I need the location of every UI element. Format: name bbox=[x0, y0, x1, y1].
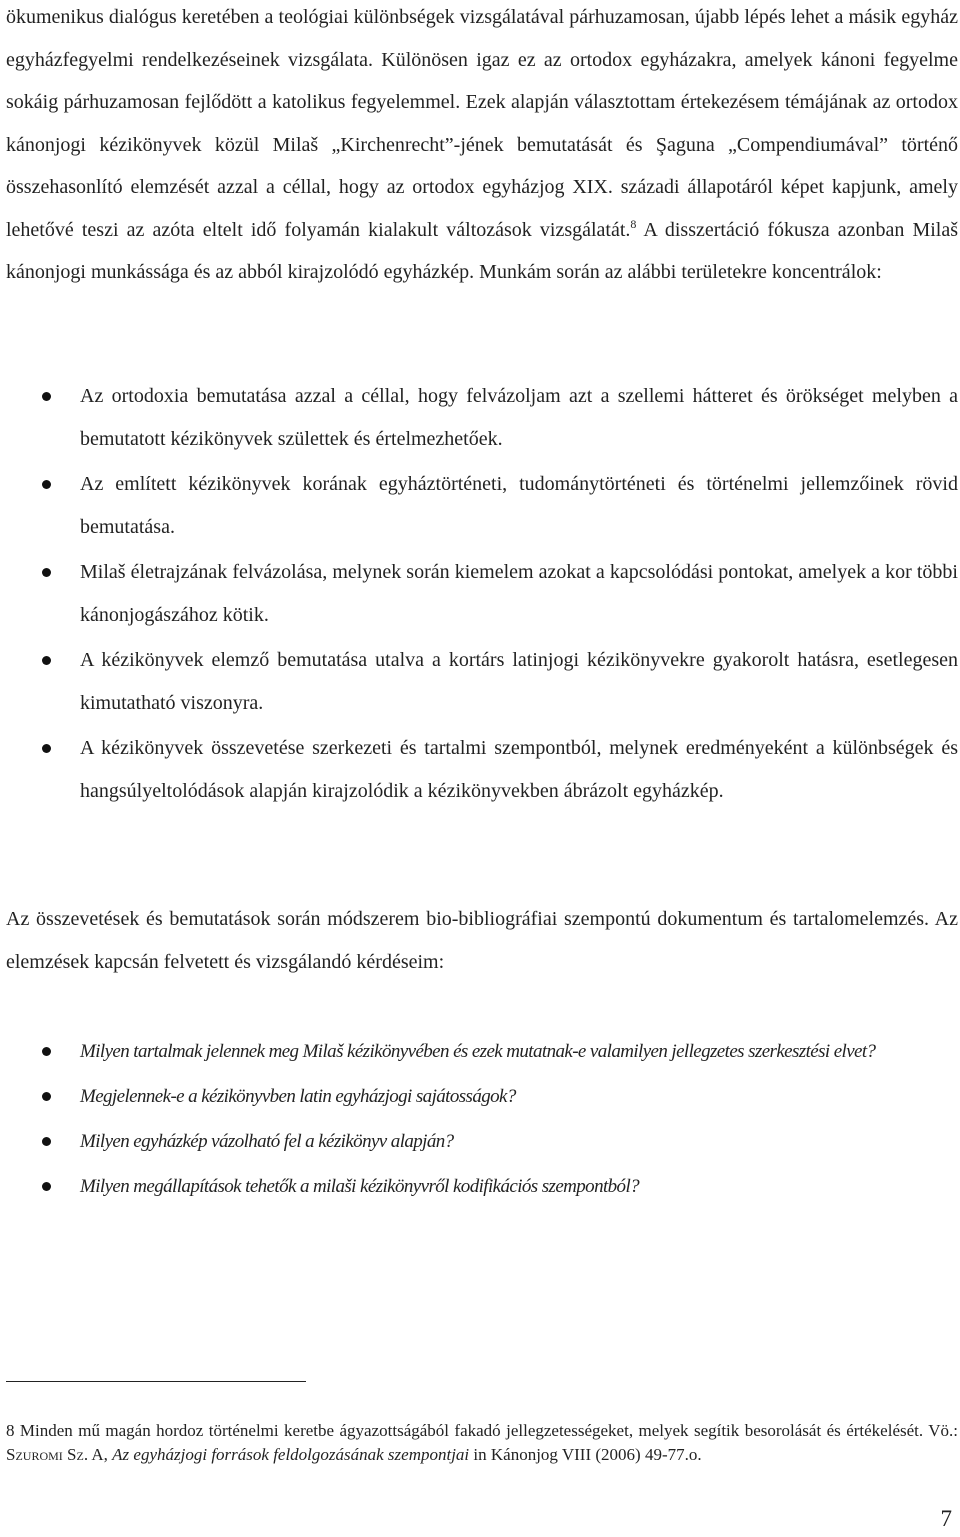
bullet-icon bbox=[42, 1182, 51, 1191]
intro-text-a: ökumenikus dialógus keretében a teológiai különbségek vizsgálatával párhuzamosan, újabb lépés lehet a másik egyház egyházfegyelmi rendelkezéseinek vizsgálata. Különösen igaz ez az ortodox egyházakra, amelyek kánoni fegyelme sokáig párhuzamosan fejlődött a katolikus fegyelemmel. Ezek alapján választottam értekezésem témájának az ortodox kánonjogi kézikönyvek közül Milaš „Kirchenrecht”-jének bemutatását és Şaguna „Compendiumával” történő összehasonlító elemzését azzal a céllal, hogy az ortodox egyházjog XIX. századi állapotáról képet kapjunk, amely lehetővé teszi az azóta eltelt idő folyamán kialakult változások vizsgálatát. bbox=[6, 6, 958, 241]
list-item bbox=[0, 727, 958, 813]
bullet-icon bbox=[42, 1092, 51, 1101]
list-item bbox=[0, 1165, 958, 1208]
question-text: Milyen egyházkép vázolható fel a kézikönyv alapján? bbox=[80, 1131, 454, 1152]
focus-area-list bbox=[0, 375, 960, 815]
list-item bbox=[0, 375, 958, 461]
bullet-icon bbox=[42, 480, 51, 489]
footnote-title: Az egyházjogi források feldolgozásának szempontjai bbox=[112, 1445, 470, 1464]
focus-area-text: A kézikönyvek összevetése szerkezeti és tartalmi szempontból, melynek eredményeként a különbségek és hangsúlyeltolódások alapján kirajzolódik a kézikönyvekben ábrázolt egyházkép. bbox=[80, 737, 958, 802]
research-question-list bbox=[0, 1030, 960, 1210]
bullet-icon bbox=[42, 392, 51, 401]
intro-text-b: A disszertáció fókusza azonban Milaš kánonjogi munkássága és az abból kirajzolódó egyházkép. Munkám során az alábbi területekre koncentrálok: bbox=[6, 218, 958, 283]
bullet-icon bbox=[42, 744, 51, 753]
footnote-reference[interactable]: 8 bbox=[630, 216, 637, 231]
list-item bbox=[0, 639, 958, 725]
footnote bbox=[6, 1419, 958, 1467]
footnote-number: 8 bbox=[6, 1421, 15, 1440]
footnote-author: Szuromi Sz. A bbox=[6, 1445, 104, 1464]
footnote-divider bbox=[6, 1381, 306, 1382]
question-text: Milyen tartalmak jelennek meg Milaš kézikönyvében és ezek mutatnak-e valamilyen jellegzetes szerkesztési elvet? bbox=[80, 1041, 876, 1062]
methods-paragraph: Az összevetések és bemutatások során módszerem bio-bibliográfiai szempontú dokumentum és tartalomelemzés. Az elemzések kapcsán felvetett és vizsgálandó kérdéseim: bbox=[6, 908, 958, 973]
intro-paragraph bbox=[6, 0, 958, 294]
footnote-text-c: in Kánonjog VIII (2006) 49-77.o. bbox=[469, 1445, 702, 1464]
focus-area-text: Milaš életrajzának felvázolása, melynek során kiemelem azokat a kapcsolódási pontokat, amelyek a kor többi kánonjogászához kötik. bbox=[80, 561, 958, 626]
list-item bbox=[0, 1075, 958, 1118]
list-item bbox=[0, 1030, 958, 1073]
bullet-icon bbox=[42, 1047, 51, 1056]
list-item bbox=[0, 463, 958, 549]
page-number: 7 bbox=[940, 1506, 952, 1531]
bullet-icon bbox=[42, 1137, 51, 1146]
bullet-icon bbox=[42, 656, 51, 665]
focus-area-text: Az említett kézikönyvek korának egyháztörténeti, tudománytörténeti és történelmi jellemzőinek rövid bemutatása. bbox=[80, 473, 958, 538]
question-text: Megjelennek-e a kézikönyvben latin egyházjogi sajátosságok? bbox=[80, 1086, 516, 1107]
list-item bbox=[0, 551, 958, 637]
question-text: Milyen megállapítások tehetők a milaši kézikönyvről kodifikációs szempontból? bbox=[80, 1176, 640, 1197]
bullet-icon bbox=[42, 568, 51, 577]
focus-area-text: Az ortodoxia bemutatása azzal a céllal, hogy felvázoljam azt a szellemi hátteret és örökséget melyben a bemutatott kézikönyvek születtek és értelmezhetőek. bbox=[80, 385, 958, 450]
list-item bbox=[0, 1120, 958, 1163]
focus-area-text: A kézikönyvek elemző bemutatása utalva a kortárs latinjogi kézikönyvekre gyakorolt hatásra, esetlegesen kimutatható viszonyra. bbox=[80, 649, 958, 714]
footnote-text-a: Minden mű magán hordoz történelmi keretbe ágyazottságából fakadó jellegzetességeket, melyek segítik besorolását és értékelését. Vö.: bbox=[14, 1421, 958, 1440]
footnote-text-b: , bbox=[103, 1445, 113, 1464]
